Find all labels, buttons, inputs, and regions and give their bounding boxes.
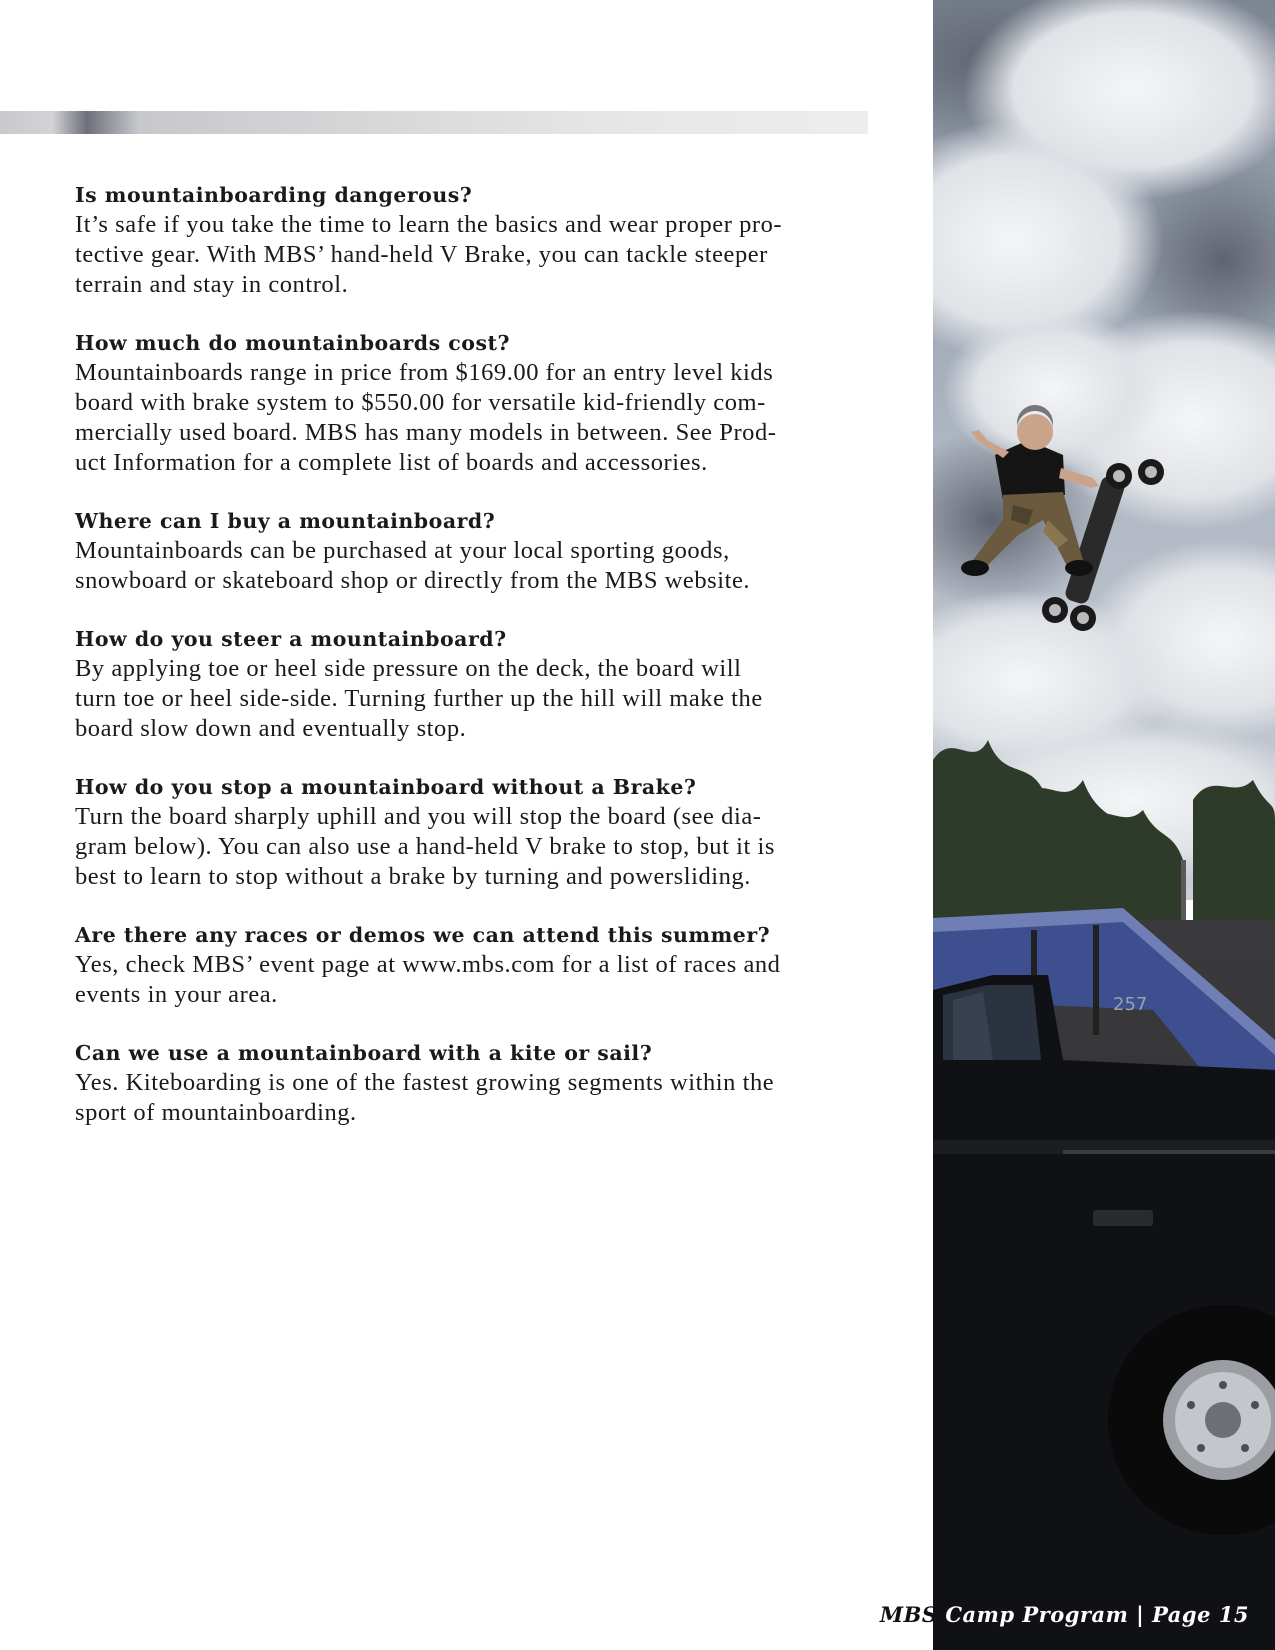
faq-item	[75, 180, 915, 300]
faq-question: Where can I buy a mountainboard?	[75, 509, 496, 533]
footer-page-label: Camp Program | Page 15	[937, 1602, 1249, 1627]
footer-brand: MBS	[879, 1602, 938, 1627]
faq-question: Are there any races or demos we can attend this summer?	[75, 923, 771, 947]
faq-question: How do you steer a mountainboard?	[75, 627, 507, 651]
faq-item	[75, 920, 915, 1010]
faq-question: Is mountainboarding dangerous?	[75, 183, 473, 207]
ramp-number: 257	[1113, 994, 1148, 1015]
faq-question: How do you stop a mountainboard without a Brake?	[75, 775, 697, 799]
header-gradient-bar	[0, 111, 868, 134]
faq-answer: Yes, check MBS’ event page at www.mbs.com for a list of races and events in your area.	[75, 951, 781, 1008]
faq-question: Can we use a mountainboard with a kite or sail?	[75, 1041, 653, 1065]
faq-item	[75, 772, 915, 892]
faq-answer: Yes. Kiteboarding is one of the fastest growing segments within the sport of mountainboarding.	[75, 1069, 775, 1126]
faq-answer: Mountainboards range in price from $169.00 for an entry level kids board with brake system to $550.00 for versatile kid-friendly com- mercially used board. MBS has many models in between. See Prod- uct Information for a complete list of boards and accessories.	[75, 359, 777, 476]
mountainboard-jump-photo	[933, 0, 1275, 1650]
faq-item	[75, 506, 915, 596]
faq-item	[75, 328, 915, 478]
faq-item	[75, 624, 915, 744]
page-footer	[880, 1601, 1249, 1629]
faq-question: How much do mountainboards cost?	[75, 331, 510, 355]
faq-answer: Turn the board sharply uphill and you will stop the board (see dia- gram below). You can also use a hand-held V brake to stop, but it is best to learn to stop without a brake by turning and powersliding.	[75, 803, 775, 890]
faq-answer: It’s safe if you take the time to learn the basics and wear proper pro- tective gear. With MBS’ hand-held V Brake, you can tackle steeper terrain and stay in control.	[75, 211, 783, 298]
faq-item	[75, 1038, 915, 1128]
faq-answer: Mountainboards can be purchased at your local sporting goods, snowboard or skateboard shop or directly from the MBS website.	[75, 537, 751, 594]
faq-answer: By applying toe or heel side pressure on the deck, the board will turn toe or heel side-side. Turning further up the hill will make the board slow down and eventually stop.	[75, 655, 763, 742]
faq-list	[75, 180, 915, 1156]
